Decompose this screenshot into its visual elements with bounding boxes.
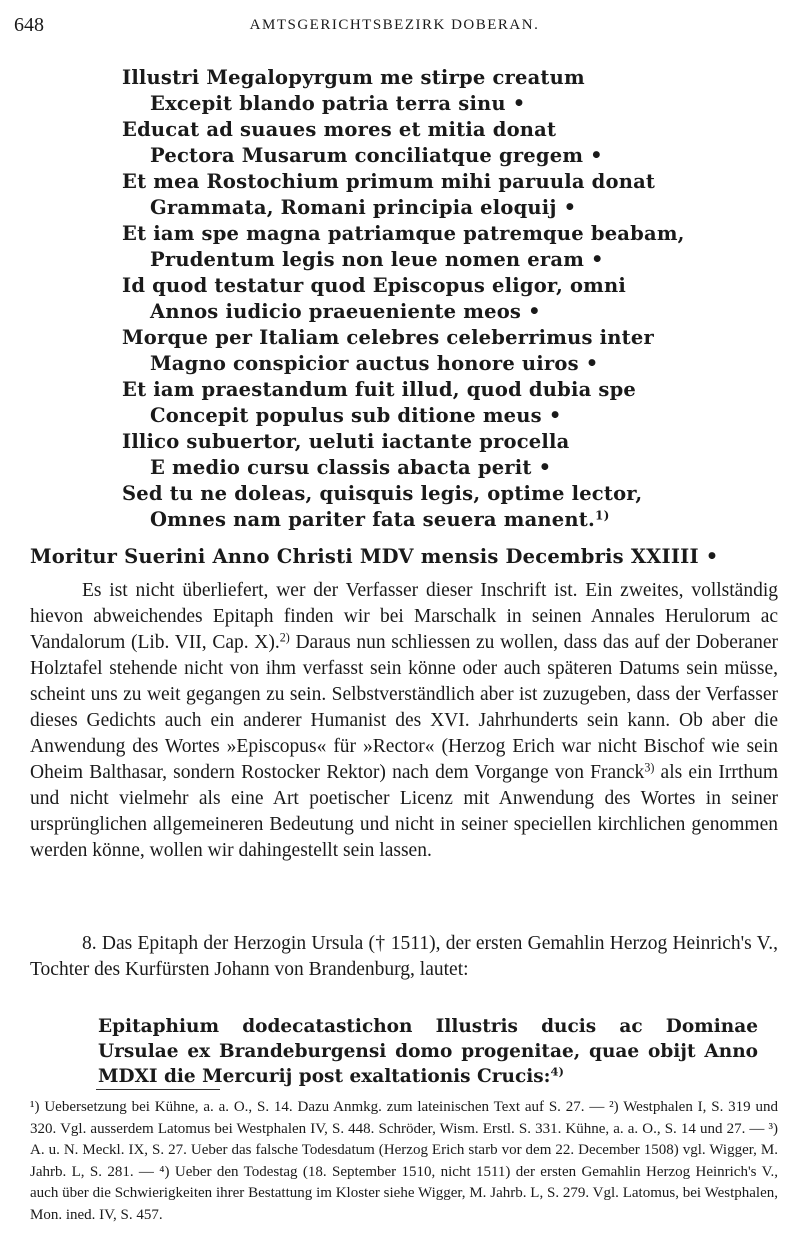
footnote-divider bbox=[96, 1089, 220, 1090]
poem-line: Educat ad suaues mores et mitia donat bbox=[122, 118, 557, 141]
poem-line: Pectora Musarum conciliatque gregem • bbox=[150, 144, 603, 167]
poem-line: Sed tu ne doleas, quisquis legis, optime lector, bbox=[122, 482, 643, 505]
poem-line: Illico subuertor, ueluti iactante procella bbox=[122, 430, 570, 453]
body-paragraph-1 bbox=[30, 578, 778, 864]
running-title: AMTSGERICHTSBEZIRK DOBERAN. bbox=[249, 17, 540, 33]
poem-line: Et iam spe magna patriamque patremque beabam, bbox=[122, 222, 685, 245]
poem-date-line: Moritur Suerini Anno Christi MDV mensis Decembris XXIIII • bbox=[30, 545, 719, 568]
footnotes: ¹) Uebersetzung bei Kühne, a. a. O., S. 14. Dazu Anmkg. zum lateinischen Text auf S. 27. — ²) Westphalen I, S. 319 und 320. Vgl. ausserdem Latomus bei Westphalen IV, S. 448. Schröder, Wism. Erstl. S. 331. Kühne, a. a. O., S. 14 und 27. — ³) A. u. N. Meckl. IX, S. 27. Ueber das falsche Todesdatum (Herzog Erich starb vor dem 22. December 1508) vgl. Wigger, M. Jahrb. L, S. 281. — ⁴) Ueber den Todestag (18. September 1510, nicht 1511) der ersten Gemahlin Herzog Heinrich's V., auch über die Schwierigkeiten ihrer Bestattung im Kloster siehe Wigger, M. Jahrb. L, S. 279. Vgl. Latomus, bei Westphalen, Mon. ined. IV, S. 457. bbox=[30, 1099, 778, 1223]
footnote-ref[interactable]: 1) bbox=[594, 508, 610, 523]
poem-line: Et iam praestandum fuit illud, quod dubia spe bbox=[122, 378, 637, 401]
page-header bbox=[14, 14, 775, 40]
poem-line: Morque per Italiam celebres celeberrimus inter bbox=[122, 326, 654, 349]
footnote-ref[interactable]: 4) bbox=[550, 1064, 564, 1079]
poem-line bbox=[150, 508, 610, 531]
epitaph-heading-text: Epitaphium dodecatastichon Illustris ducis ac Dominae Ursulae ex Brandeburgensi domo progenitae, quae obijt Anno MDXI die Mercurij post exaltationis Crucis: bbox=[98, 1016, 758, 1087]
poem-line: Annos iudicio praeueniente meos • bbox=[150, 300, 541, 323]
poem-line: Prudentum legis non leue nomen eram • bbox=[150, 248, 604, 271]
poem-line: Id quod testatur quod Episcopus eligor, omni bbox=[122, 274, 626, 297]
poem-line: Excepit blando patria terra sinu • bbox=[150, 92, 526, 115]
poem-line: Grammata, Romani principia eloquij • bbox=[150, 196, 577, 219]
body-paragraph-2: 8. Das Epitaph der Herzogin Ursula († 1511), der ersten Gemahlin Herzog Heinrich's V., Tochter des Kurfürsten Johann von Brandenburg, lautet: bbox=[30, 933, 778, 980]
footnote-ref[interactable]: 3) bbox=[644, 760, 655, 775]
paragraph-text: Es ist nicht überliefert, wer der Verfasser dieser Inschrift ist. Ein zweites, vollständig hievon abweichendes Epitaph finden wir bei Marschalk in seinen Annales Herulorum ac Vandalorum (Lib. VII, Cap. X). bbox=[30, 580, 778, 653]
poem-line: Illustri Megalopyrgum me stirpe creatum bbox=[122, 66, 585, 89]
page-number: 648 bbox=[14, 14, 44, 36]
paragraph-text: Daraus nun schliessen zu wollen, dass das auf der Doberaner Holztafel stehende nicht von ihm verfasst sein könne oder auch späteren Datums sein müsse, scheint uns zu weit gegangen zu sein. Selbstverständlich aber ist zuzugeben, dass der Verfasser dieses Gedichts auch ein anderer Humanist des XVI. Jahrhunderts sein kann. Ob aber die Anwendung des Wortes »Episcopus« für »Rector« (Herzog Erich war nicht Bischof wie sein Oheim Balthasar, sondern Rostocker Rektor) nach dem Vorgange von Franck bbox=[30, 632, 778, 783]
poem-line: Et mea Rostochium primum mihi paruula donat bbox=[122, 170, 656, 193]
paragraph-text: als ein Irrthum und nicht vielmehr als eine Art poetischer Licenz mit Anwendung des Wortes in seiner ursprünglichen allgemeineren Bedeutung und nicht in seiner speciellen kirchlichen genommen werden könne, wollen wir dahingestellt sein lassen. bbox=[30, 762, 778, 861]
poem-line: E medio cursu classis abacta perit • bbox=[150, 456, 552, 479]
poem-line-text: Omnes nam pariter fata seuera manent. bbox=[150, 508, 595, 531]
poem-line: Concepit populus sub ditione meus • bbox=[150, 404, 562, 427]
footnote-ref[interactable]: 2) bbox=[279, 630, 290, 645]
poem-line: Magno conspicior auctus honore uiros • bbox=[150, 352, 599, 375]
epitaph-heading bbox=[98, 1014, 758, 1089]
